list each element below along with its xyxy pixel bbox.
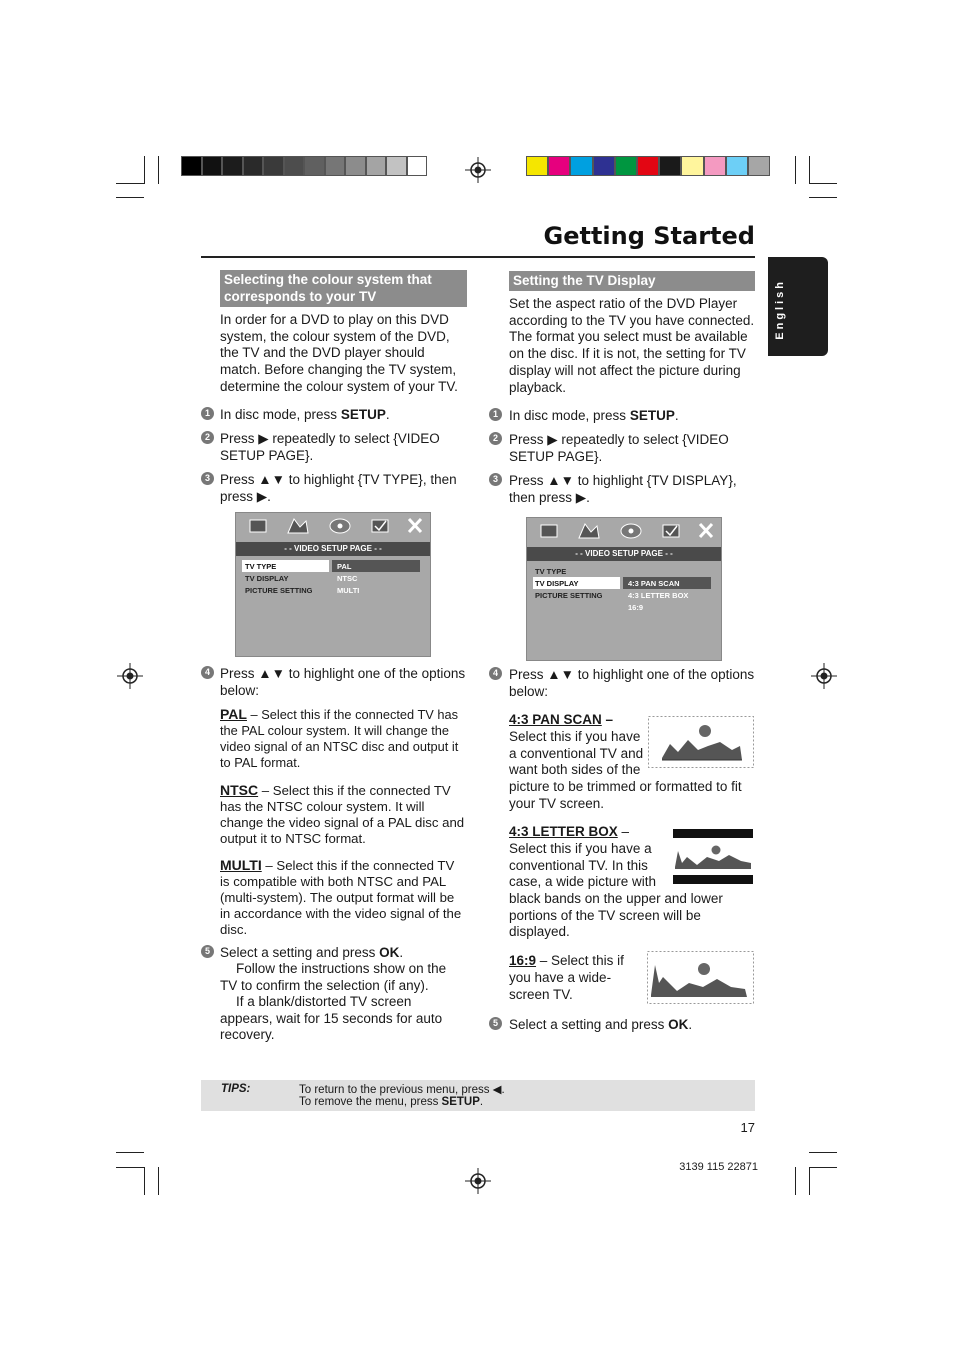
tips-label: TIPS: bbox=[221, 1083, 251, 1095]
letter-box-text: Select this if you have a conventional TV. In this case, a wide picture with bbox=[509, 840, 657, 890]
right-step-1 bbox=[509, 408, 755, 425]
calibration-swatch bbox=[181, 156, 202, 176]
right-step-2: Press ▶ repeatedly to select {VIDEO SETUP PAGE}. bbox=[509, 432, 729, 464]
language-tab bbox=[768, 257, 828, 356]
osd-menu-item[interactable]: TV TYPE bbox=[245, 562, 277, 571]
step-number: 1 bbox=[489, 408, 502, 421]
step-number: 3 bbox=[201, 472, 214, 485]
right-step-3: Press ▲▼ to highlight {TV DISPLAY}, then press ▶. bbox=[509, 473, 737, 505]
step-text: Select a setting and press bbox=[509, 1017, 669, 1032]
osd-menu-item[interactable]: TV TYPE bbox=[535, 567, 567, 576]
ntsc-label: NTSC bbox=[220, 782, 259, 798]
osd-screen-tv-display bbox=[526, 517, 722, 661]
pan-scan-illustration bbox=[648, 716, 754, 768]
calibration-swatch bbox=[659, 156, 681, 176]
calibration-swatch bbox=[263, 156, 284, 176]
pal-label: PAL bbox=[220, 706, 247, 722]
tips-box bbox=[201, 1080, 755, 1111]
osd-menu-item[interactable]: PICTURE SETTING bbox=[245, 586, 313, 595]
wide-label: 16:9 bbox=[509, 953, 537, 968]
osd-option[interactable]: 4:3 LETTER BOX bbox=[628, 591, 689, 600]
tips-line-2 bbox=[299, 1096, 483, 1108]
step-text: In disc mode, press bbox=[509, 408, 630, 423]
calibration-swatch bbox=[304, 156, 325, 176]
pan-scan-text-cont: picture to be trimmed or formatted to fit your TV screen. bbox=[509, 779, 742, 811]
osd-menu-item[interactable]: PICTURE SETTING bbox=[535, 591, 603, 600]
osd-option[interactable]: 16:9 bbox=[628, 603, 644, 612]
letter-box-option bbox=[509, 824, 669, 891]
calibration-swatch bbox=[407, 156, 428, 176]
pal-option bbox=[220, 706, 465, 771]
calibration-swatch bbox=[386, 156, 407, 176]
calibration-swatch bbox=[637, 156, 659, 176]
step-number: 5 bbox=[201, 945, 214, 958]
ok-key: OK bbox=[668, 1017, 689, 1032]
calibration-swatch bbox=[325, 156, 346, 176]
pal-text: – Select this if the connected TV has the PAL colour system. It will change the video signal of an NTSC disc and output it to PAL format. bbox=[220, 707, 459, 770]
calibration-swatch bbox=[593, 156, 615, 176]
left-step-3: Press ▲▼ to highlight {TV TYPE}, then press ▶. bbox=[220, 472, 457, 504]
step-text: . bbox=[385, 407, 390, 422]
calibration-swatch bbox=[243, 156, 264, 176]
calibration-swatch bbox=[548, 156, 570, 176]
setup-key: SETUP bbox=[340, 407, 386, 422]
calibration-swatch bbox=[345, 156, 366, 176]
osd-screen-tv-type bbox=[235, 512, 431, 657]
pan-scan-text: Select this if you have a conventional TV and want both sides of the bbox=[509, 728, 644, 778]
ntsc-option bbox=[220, 782, 465, 847]
right-step-5 bbox=[509, 1017, 755, 1034]
multi-label: MULTI bbox=[220, 857, 262, 873]
osd-menu-item[interactable]: TV DISPLAY bbox=[245, 574, 289, 583]
calibration-swatch bbox=[570, 156, 592, 176]
letter-box-dash: – bbox=[617, 824, 630, 839]
ntsc-text: – Select this if the connected TV has the NTSC colour system. It will change the video signal of a PAL disc and output it to NTSC format. bbox=[220, 783, 465, 846]
left-step-4: Press ▲▼ to highlight one of the options below: bbox=[220, 666, 466, 698]
left-step-1 bbox=[220, 407, 467, 424]
multi-option bbox=[220, 857, 465, 938]
osd-header: - - VIDEO SETUP PAGE - - bbox=[236, 542, 430, 556]
left-note-1: Follow the instructions show on the TV to confirm the selection (if any). bbox=[220, 961, 447, 993]
step-text: . bbox=[674, 408, 679, 423]
title-rule bbox=[201, 256, 755, 258]
osd-header: - - VIDEO SETUP PAGE - - bbox=[527, 547, 721, 561]
tips-line-1: To return to the previous menu, press ◀. bbox=[299, 1084, 505, 1096]
osd-menu-icons bbox=[527, 518, 721, 544]
osd-option[interactable]: PAL bbox=[337, 562, 352, 571]
multi-text: – Select this if the connected TV is compatible with both NTSC and PAL (multi-system). The output format will be in accordance with the video signal of the disc. bbox=[220, 858, 462, 937]
step-text: In disc mode, press bbox=[220, 407, 341, 422]
osd-menu-item[interactable]: TV DISPLAY bbox=[535, 579, 579, 588]
right-section-heading: Setting the TV Display bbox=[509, 271, 755, 291]
page-number: 17 bbox=[740, 1120, 755, 1135]
osd-menu-icons bbox=[236, 513, 430, 539]
calibration-swatch bbox=[704, 156, 726, 176]
registration-mark-icon bbox=[465, 1168, 491, 1194]
language-tab-label: English bbox=[774, 279, 786, 340]
tips-text: To remove the menu, press bbox=[299, 1096, 442, 1108]
step-number: 1 bbox=[201, 407, 214, 420]
registration-mark-icon bbox=[811, 663, 837, 689]
pan-scan-dash: – bbox=[601, 712, 614, 727]
left-step-5 bbox=[220, 945, 467, 961]
step-number: 4 bbox=[201, 666, 214, 679]
step-text: Select a setting and press bbox=[220, 945, 380, 960]
registration-mark-icon bbox=[117, 663, 143, 689]
ok-key: OK bbox=[379, 945, 400, 960]
wide-screen-illustration bbox=[647, 951, 754, 1004]
step-number: 5 bbox=[489, 1017, 502, 1030]
calibration-swatch bbox=[366, 156, 387, 176]
document-code: 3139 115 22871 bbox=[679, 1161, 758, 1173]
calibration-swatch bbox=[615, 156, 637, 176]
osd-option[interactable]: NTSC bbox=[337, 574, 358, 583]
left-note-2: If a blank/distorted TV screen appears, wait for 15 seconds for auto recovery. bbox=[220, 994, 443, 1042]
registration-mark-icon bbox=[465, 157, 491, 183]
wide-option bbox=[509, 953, 634, 1003]
wide-text: – Select this if you have a wide-screen TV. bbox=[509, 953, 624, 1002]
step-number: 4 bbox=[489, 667, 502, 680]
calibration-swatch bbox=[222, 156, 243, 176]
step-number: 3 bbox=[489, 473, 502, 486]
calibration-swatch bbox=[526, 156, 548, 176]
left-section-heading: Selecting the colour system that corresponds to your TV bbox=[220, 270, 467, 307]
calibration-swatch bbox=[681, 156, 703, 176]
left-step-2: Press ▶ repeatedly to select {VIDEO SETUP PAGE}. bbox=[220, 431, 440, 463]
calibration-swatch bbox=[202, 156, 223, 176]
letter-box-illustration bbox=[673, 829, 753, 884]
calibration-swatch bbox=[726, 156, 748, 176]
setup-key: SETUP bbox=[441, 1096, 480, 1108]
step-number: 2 bbox=[201, 431, 214, 444]
pan-scan-option bbox=[509, 712, 644, 779]
left-intro: In order for a DVD to play on this DVD system, the colour system of the DVD, the TV and the DVD player should match. Before changing the TV system, determine the colour system of your TV. bbox=[220, 312, 458, 394]
calibration-swatch bbox=[748, 156, 770, 176]
page-title: Getting Started bbox=[543, 222, 755, 250]
setup-key: SETUP bbox=[629, 408, 675, 423]
tips-text: . bbox=[479, 1096, 484, 1108]
calibration-swatch bbox=[284, 156, 305, 176]
step-text: . bbox=[399, 945, 404, 960]
letter-box-label: 4:3 LETTER BOX bbox=[509, 824, 618, 839]
osd-option[interactable]: 4:3 PAN SCAN bbox=[628, 579, 680, 588]
right-step-4: Press ▲▼ to highlight one of the options below: bbox=[509, 667, 755, 699]
step-number: 2 bbox=[489, 432, 502, 445]
step-text: . bbox=[688, 1017, 693, 1032]
osd-option[interactable]: MULTI bbox=[337, 586, 360, 595]
right-intro: Set the aspect ratio of the DVD Player according to the TV you have connected. The format you select must be available on the disc. If it is not, the setting for TV display will not affect the picture during playback. bbox=[509, 296, 755, 395]
pan-scan-label: 4:3 PAN SCAN bbox=[509, 712, 602, 727]
letter-box-text-cont: black bands on the upper and lower portions of the TV screen will be displayed. bbox=[509, 891, 723, 940]
